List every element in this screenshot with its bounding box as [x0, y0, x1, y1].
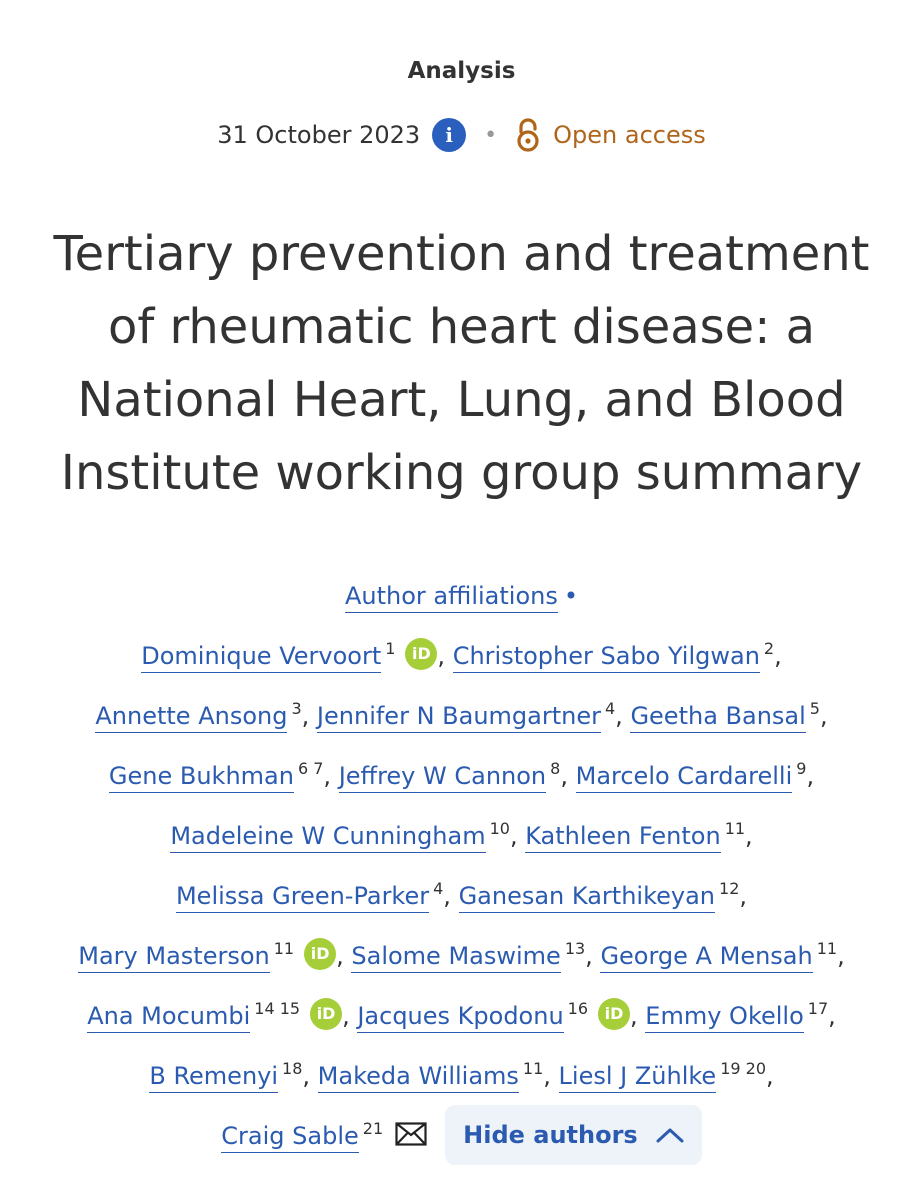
author-link[interactable]: Christopher Sabo Yilgwan: [453, 642, 760, 673]
affiliation-number: 10: [489, 819, 510, 838]
author-link[interactable]: Madeleine W Cunningham: [170, 822, 485, 853]
affiliation-number: 18: [282, 1059, 303, 1078]
affiliation-number: 11: [522, 1059, 544, 1078]
author-link[interactable]: Kathleen Fenton: [525, 822, 720, 853]
author-link[interactable]: B Remenyi: [149, 1062, 278, 1093]
affiliation-number: 2: [763, 639, 775, 658]
affiliation-number: 11: [816, 939, 838, 958]
info-icon[interactable]: i: [432, 118, 466, 152]
author-link[interactable]: Melissa Green-Parker: [176, 882, 429, 913]
hide-authors-label: Hide authors: [463, 1121, 638, 1149]
article-type: Analysis: [407, 58, 516, 84]
affiliation-number: 1: [385, 639, 396, 658]
article-title: Tertiary prevention and treatment of rheumatic heart disease: a National Heart, Lung, and Blood Institute working group summary: [53, 226, 870, 501]
affiliation-number: 14 15: [254, 999, 301, 1018]
affiliation-number: 17: [807, 999, 829, 1018]
author-link[interactable]: Salome Maswime: [351, 942, 560, 973]
author-link[interactable]: Marcelo Cardarelli: [576, 762, 793, 793]
author-link[interactable]: George A Mensah: [600, 942, 812, 973]
orcid-icon[interactable]: iD: [405, 638, 437, 670]
author-link[interactable]: Jacques Kpodonu: [357, 1002, 563, 1033]
hide-authors-button[interactable]: [445, 1105, 702, 1165]
affiliation-number: 11: [724, 819, 746, 838]
mail-icon[interactable]: [395, 1122, 427, 1146]
affiliation-number: 3: [291, 699, 302, 718]
author-link[interactable]: Jeffrey W Cannon: [339, 762, 546, 793]
publication-date: 31 October 2023: [217, 121, 421, 149]
affiliation-number: 19 20: [720, 1059, 767, 1078]
author-link[interactable]: Emmy Okello: [645, 1002, 803, 1033]
author-affiliations-link[interactable]: Author affiliations: [345, 582, 558, 613]
open-access-label: Open access: [553, 121, 706, 149]
author-link[interactable]: Craig Sable: [221, 1122, 358, 1153]
affiliation-number: 11: [273, 939, 295, 958]
open-access-lock-icon: [515, 117, 541, 153]
author-link[interactable]: Liesl J Zühlke: [559, 1062, 717, 1093]
orcid-icon[interactable]: iD: [304, 938, 336, 970]
author-link[interactable]: Mary Masterson: [78, 942, 269, 973]
affiliation-number: 16: [567, 999, 589, 1018]
meta-separator: •: [484, 122, 498, 148]
author-link[interactable]: Ana Mocumbi: [87, 1002, 250, 1033]
author-link[interactable]: Geetha Bansal: [630, 702, 805, 733]
orcid-icon[interactable]: iD: [598, 998, 630, 1030]
affiliation-number: 8: [550, 759, 561, 778]
affiliation-number: 21: [362, 1119, 384, 1138]
chevron-up-icon: [656, 1126, 684, 1144]
author-link[interactable]: Ganesan Karthikeyan: [459, 882, 715, 913]
affiliation-number: 6 7: [297, 759, 324, 778]
author-link[interactable]: Annette Ansong: [95, 702, 287, 733]
affiliation-number: 9: [796, 759, 807, 778]
author-link[interactable]: Dominique Vervoort: [141, 642, 381, 673]
article-meta: [0, 117, 923, 153]
affiliation-number: 12: [719, 879, 740, 898]
affiliation-number: 5: [809, 699, 820, 718]
author-link[interactable]: Gene Bukhman: [109, 762, 294, 793]
author-link[interactable]: Makeda Williams: [318, 1062, 519, 1093]
affiliation-number: 4: [604, 699, 616, 718]
author-link[interactable]: Jennifer N Baumgartner: [317, 702, 601, 733]
author-list: Author affiliations • Dominique Vervoort $^1$ iD , Christopher Sabo Yilgwan $^2$, Annette Ansong $^3$, Jennifer N Baumgartner $^4$, Geetha Bansal $^5$, Gene Bukhman $^{6 7}$, Jeffrey W Cannon $^8$, Marcelo Cardarelli $^9$, Madeleine W Cunningham $^{10}$, Kathleen Fenton $^{11}$, Melissa Green-Parker $^4$, Ganesan Karthikeyan $^{12}$, Mary Masterson $^{11}$ iD , Salome Maswime $^{13}$, George A Mensah $^{11}$, Ana Mocumbi $^{14 15}$ iD , Jacques Kpodonu $^{16}$ iD , Emmy Okello $^{17}$, B Remenyi $^{18}$, Makeda Williams $^{11}$, Liesl J Zühlke $^{19 20}$, Craig Sable $^{21}$ Hide authors: [20, 566, 903, 1167]
affiliation-number: 4: [433, 879, 444, 898]
affiliation-number: 13: [564, 939, 586, 958]
orcid-icon[interactable]: iD: [310, 998, 342, 1030]
affiliations-bullet: •: [563, 582, 578, 610]
